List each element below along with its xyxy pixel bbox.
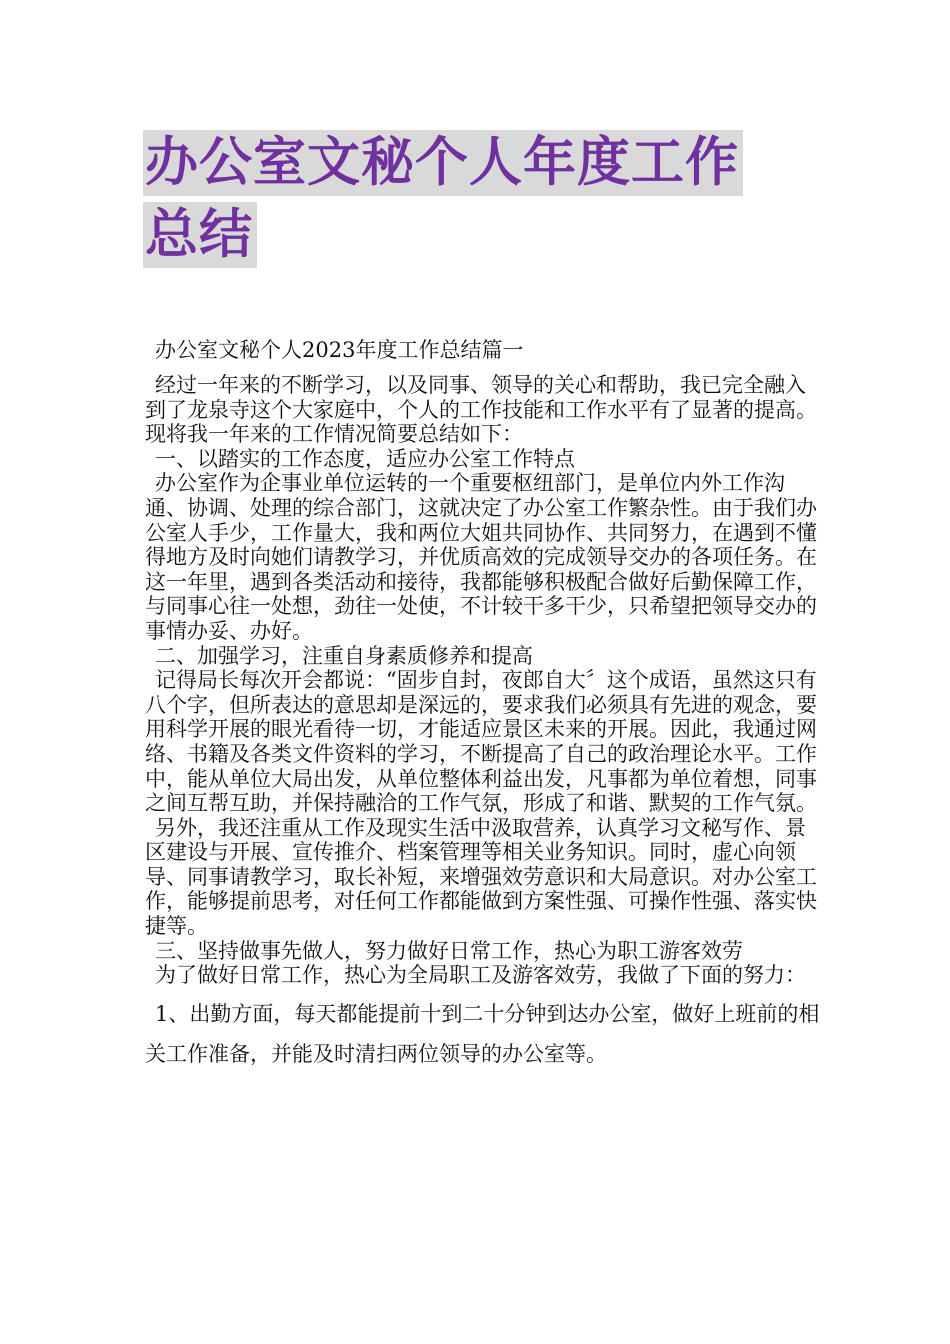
- heading-section-1: 一、以踏实的工作态度，适应办公室工作特点: [155, 446, 575, 471]
- section-subtitle: 办公室文秘个人2023年度工作总结篇一: [155, 338, 524, 362]
- heading-section-2: 二、加强学习，注重自身素质修养和提高: [155, 643, 533, 668]
- paragraph-section-2-extra: 另外，我还注重从工作及现实生活中汲取营养，认真学习文秘写作、景区建设与开展、宣传推介、档案管理等相关业务知识。同时，虚心向领导、同事请教学习，取长补短，来增强效劳意识和大局意识。对办公室工作，能够提前思考，对任何工作都能做到方案性强、可操作性强、落实快捷等。: [145, 815, 817, 939]
- heading-section-3: 三、坚持做事先做人，努力做好日常工作，热心为职工游客效劳: [155, 938, 743, 963]
- list-item-attendance: 1、出勤方面，每天都能提前十到二十分钟到达办公室，做好上班前的相关工作准备，并能及时清扫两位领导的办公室等。: [145, 1001, 820, 1066]
- paragraph-section-3: 为了做好日常工作，热心为全局职工及游客效劳，我做了下面的努力：: [155, 963, 806, 988]
- document-body: [145, 373, 825, 1074]
- paragraph-section-1: 办公室作为企事业单位运转的一个重要枢纽部门，是单位内外工作沟通、协调、处理的综合部门，这就决定了办公室工作繁杂性。由于我们办公室人手少，工作量大，我和两位大姐共同协作、共同努力，在遇到不懂得地方及时向她们请教学习，并优质高效的完成领导交办的各项任务。在这一年里，遇到各类活动和接待，我都能够积极配合做好后勤保障工作，与同事心往一处想，劲往一处使，不计较干多干少，只希望把领导交办的事情办妥、办好。: [145, 471, 817, 643]
- paragraph-section-2: 记得局长每次开会都说：“固步自封，夜郎自大〞这个成语，虽然这只有八个字，但所表达的意思却是深远的，要求我们必须具有先进的观念，要用科学开展的眼光看待一切，才能适应景区未来的开展。因此，我通过网络、书籍及各类文件资料的学习，不断提高了自己的政治理论水平。工作中，能从单位大局出发，从单位整体利益出发，凡事都为单位着想，同事之间互帮互助，并保持融洽的工作气氛，形成了和谐、默契的工作气氛。: [145, 668, 817, 816]
- paragraph-intro: 经过一年来的不断学习，以及同事、领导的关心和帮助，我已完全融入到了龙泉寺这个大家庭中，个人的工作技能和工作水平有了显著的提高。现将我一年来的工作情况简要总结如下：: [145, 373, 817, 447]
- title-line-1: 办公室文秘个人年度工作: [143, 130, 743, 196]
- document-title: [143, 130, 813, 268]
- title-line-2: 总结: [143, 202, 257, 268]
